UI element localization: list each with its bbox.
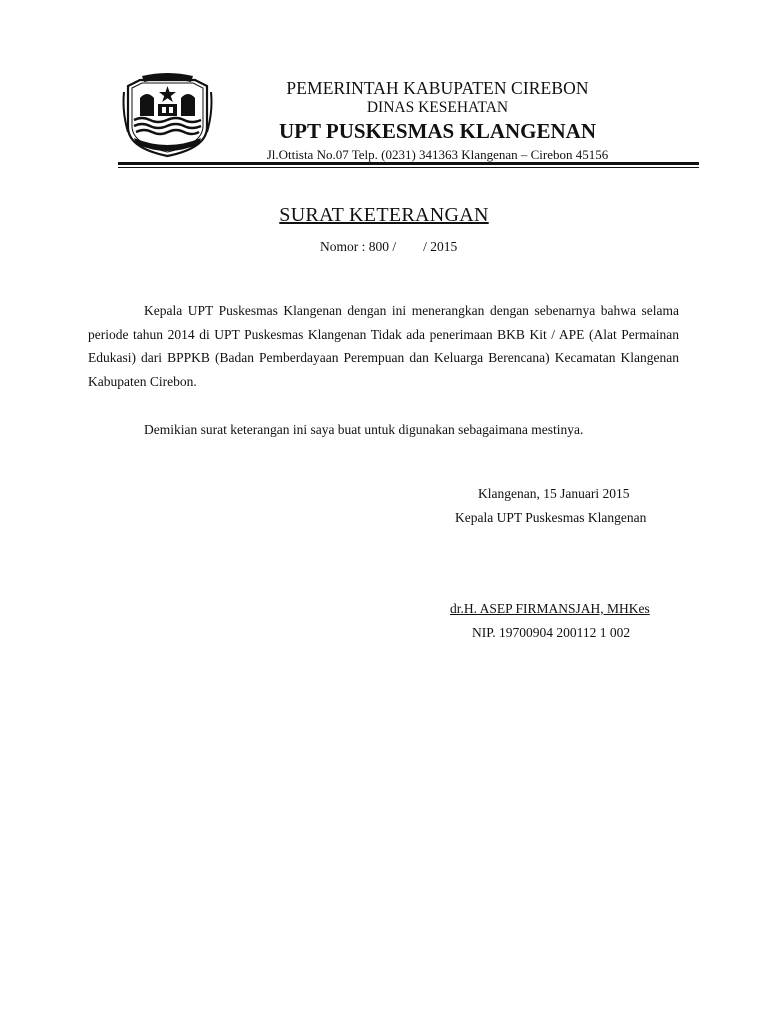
signer-nip: NIP. 19700904 200112 1 002 bbox=[472, 625, 631, 640]
letterhead bbox=[225, 78, 650, 163]
government-name: PEMERINTAH KABUPATEN CIREBON bbox=[286, 78, 589, 98]
signer-name: dr.H. ASEP FIRMANSJAH, MHKes bbox=[450, 601, 650, 616]
institution-name: UPT PUSKESMAS KLANGENAN bbox=[279, 119, 596, 143]
letter-title: SURAT KETERANGAN bbox=[279, 204, 489, 226]
letterhead-divider-thin bbox=[118, 167, 699, 168]
department-name: DINAS KESEHATAN bbox=[366, 99, 509, 116]
body-paragraph-2: Demikian surat keterangan ini saya buat untuk digunakan sebagaimana mestinya. bbox=[144, 422, 584, 437]
body-paragraph-1: Kepala UPT Puskesmas Klangenan dengan ini menerangkan dengan sebenarnya bahwa selama periode tahun 2014 di UPT Puskesmas Klangenan Tidak ada penerimaan BKB Kit / APE (Alat Permainan Edukasi) dari BPPKB (Badan Pemberdayaan Perempuan dan Keluarga Berencana) Kecamatan Klangenan Kabupaten Cirebon. bbox=[88, 303, 679, 389]
letter-number: Nomor : 800 / / 2015 bbox=[320, 239, 458, 254]
place-date: Klangenan, 15 Januari 2015 bbox=[478, 486, 630, 501]
regency-coat-of-arms-icon bbox=[120, 72, 215, 160]
letterhead-divider-thick bbox=[118, 162, 699, 165]
signer-position: Kepala UPT Puskesmas Klangenan bbox=[455, 510, 647, 525]
institution-address: Jl.Ottista No.07 Telp. (0231) 341363 Klangenan – Cirebon 45156 bbox=[266, 147, 609, 162]
